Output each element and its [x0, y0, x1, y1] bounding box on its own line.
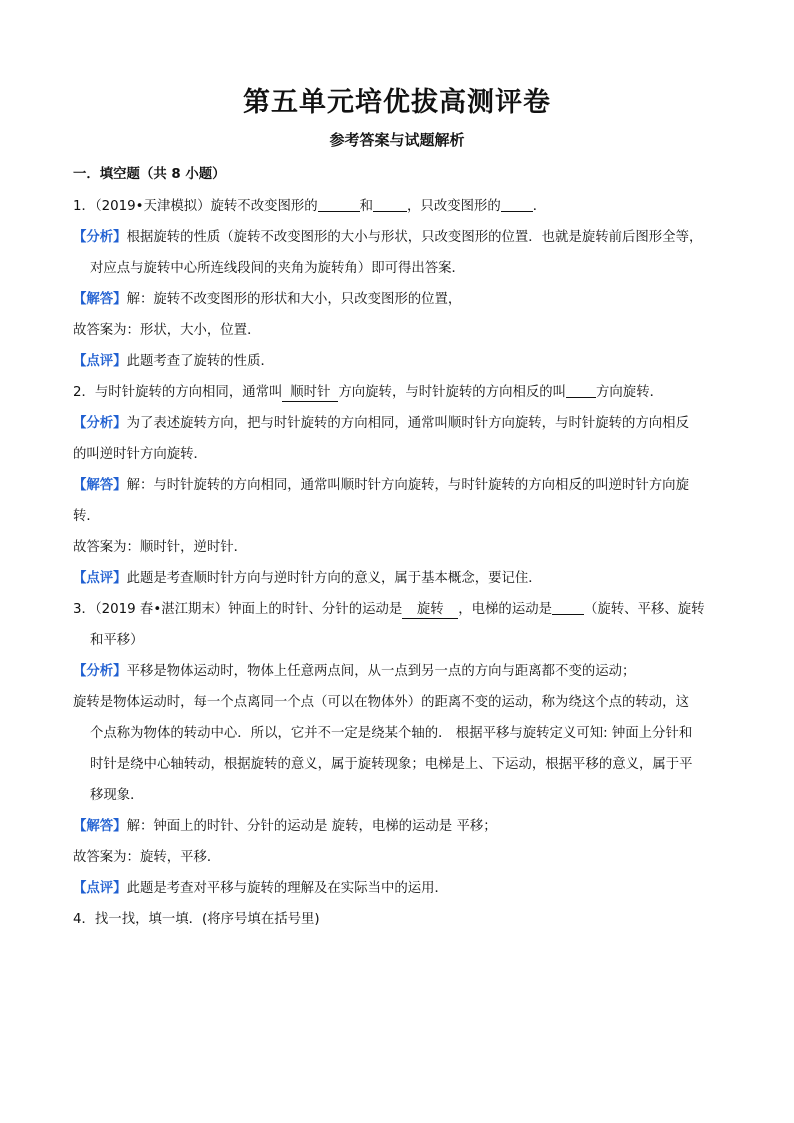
question-4: 4．找一找，填一填．(将序号填在括号里) — [73, 912, 320, 927]
analysis-text: 根据旋转的性质（旋转不改变图形的大小与形状，只改变图形的位置．也就是旋转前后图形全等， — [126, 230, 703, 245]
analysis-line — [73, 414, 689, 434]
analysis-tag: 【分析】 — [73, 416, 127, 431]
page-title: 第五单元培优拔高测评卷 — [243, 87, 551, 118]
answer-line: 故答案为：顺时针，逆时针． — [73, 540, 248, 555]
solution-line — [73, 817, 497, 837]
question-1 — [73, 197, 546, 217]
solution-line — [73, 290, 461, 310]
question-2 — [73, 383, 663, 403]
analysis-line: 时针是绕中心轴转动，根据旋转的意义，属于旋转现象；电梯是上、下运动，根据平移的意义，属于平 — [90, 757, 693, 772]
question-text: ，只改变图形的 — [407, 199, 501, 214]
solution-text: 解：钟面上的时针、分针的运动是 旋转，电梯的运动是 平移； — [126, 819, 497, 834]
solution-text: 解：旋转不改变图形的形状和大小，只改变图形的位置， — [126, 292, 462, 307]
analysis-line: 的叫逆时针方向旋转． — [73, 447, 207, 462]
analysis-text: 为了表述旋转方向，把与时针旋转的方向相同，通常叫顺时针方向旋转，与时针旋转的方向相反 — [126, 416, 689, 431]
filled-answer: 顺时针 — [282, 384, 338, 402]
question-text: 3．（2019 春•湛江期末）钟面上的时针、分针的运动是 — [73, 602, 403, 617]
comment-line — [73, 879, 448, 899]
comment-tag: 【点评】 — [73, 354, 127, 369]
analysis-text: 平移是物体运动时，物体上任意两点间，从一点到另一点的方向与距离都不变的运动； — [126, 664, 636, 679]
question-3 — [73, 600, 705, 620]
solution-line: 转． — [73, 509, 100, 524]
answer-blank — [501, 197, 533, 212]
solution-tag: 【解答】 — [73, 478, 127, 493]
answer-blank — [552, 600, 584, 615]
question-text: （旋转、平移、旋转 — [584, 602, 705, 617]
section-heading: 一．填空题（共 8 小题） — [73, 167, 226, 182]
solution-tag: 【解答】 — [73, 292, 127, 307]
question-text: 方向旋转，与时针旋转的方向相反的叫 — [338, 385, 567, 400]
analysis-line: 移现象． — [90, 788, 144, 803]
analysis-line: 旋转是物体运动时，每一个点离同一个点（可以在物体外）的距离不变的运动，称为绕这个点的转动，这 — [73, 695, 689, 710]
answer-blank — [318, 197, 360, 212]
solution-tag: 【解答】 — [73, 819, 127, 834]
comment-line — [73, 569, 542, 589]
analysis-line: 对应点与旋转中心所连线段间的夹角为旋转角）即可得出答案． — [90, 261, 465, 276]
analysis-line — [73, 228, 702, 248]
question-text: 方向旋转． — [596, 385, 663, 400]
comment-tag: 【点评】 — [73, 571, 127, 586]
answer-blank — [566, 383, 596, 398]
question-3-cont: 和平移） — [90, 633, 144, 648]
analysis-tag: 【分析】 — [73, 664, 127, 679]
page-subtitle: 参考答案与试题解析 — [329, 131, 465, 149]
comment-tag: 【点评】 — [73, 881, 127, 896]
question-text: ． — [532, 199, 547, 214]
analysis-tag: 【分析】 — [73, 230, 127, 245]
question-text: ，电梯的运动是 — [458, 602, 552, 617]
comment-line — [73, 352, 274, 372]
question-text: 和 — [359, 199, 374, 214]
solution-line — [73, 476, 689, 496]
comment-text: 此题是考查对平移与旋转的理解及在实际当中的运用． — [126, 881, 448, 896]
answer-line: 故答案为：形状，大小，位置． — [73, 323, 261, 338]
analysis-line — [73, 662, 635, 682]
solution-text: 解：与时针旋转的方向相同，通常叫顺时针方向旋转，与时针旋转的方向相反的叫逆时针方向旋 — [126, 478, 689, 493]
analysis-line: 个点称为物体的转动中心．所以，它并不一定是绕某个轴的． 根据平移与旋转定义可知: 钟面上分针和 — [90, 726, 693, 741]
filled-answer: 旋转 — [402, 601, 458, 619]
comment-text: 此题考查了旋转的性质． — [126, 354, 274, 369]
question-text: 1．（2019•天津模拟）旋转不改变图形的 — [73, 199, 318, 214]
answer-line: 故答案为：旋转，平移． — [73, 850, 221, 865]
question-text: 2．与时针旋转的方向相同，通常叫 — [73, 385, 283, 400]
answer-blank — [373, 197, 407, 212]
comment-text: 此题是考查顺时针方向与逆时针方向的意义，属于基本概念，要记住． — [126, 571, 542, 586]
